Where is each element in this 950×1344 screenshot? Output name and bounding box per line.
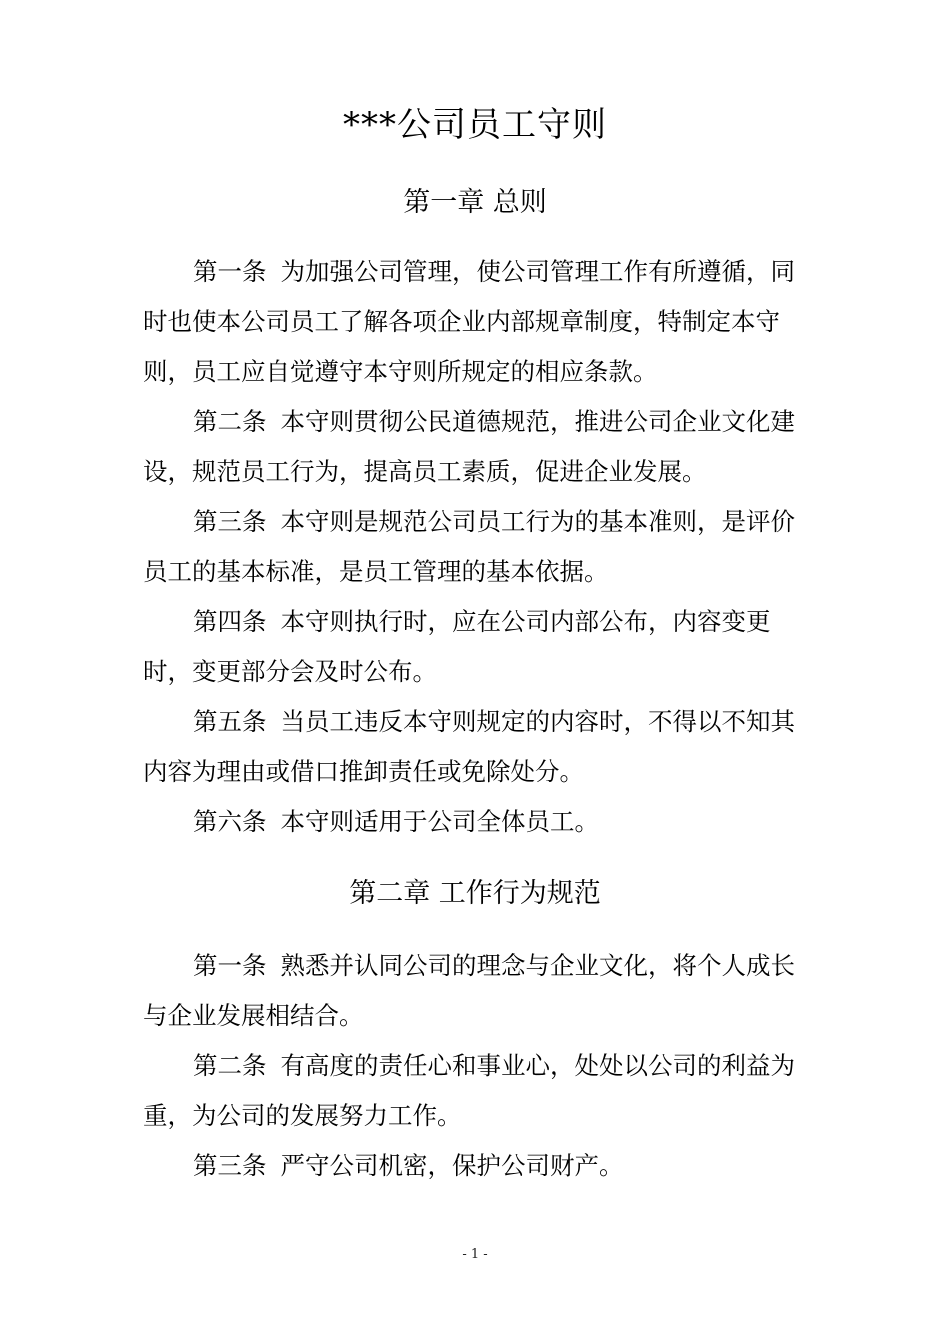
page-number: - 1 - [462,1247,488,1262]
article-number: 第一条 [193,951,267,980]
article-number: 第一条 [193,257,267,286]
article-text: 熟悉并认同公司的理念与企业文化，将个人成长与企业发展相结合。 [143,951,795,1030]
article-number: 第五条 [193,707,267,736]
article-number: 第三条 [193,507,267,536]
document-title: ***公司员工守则 [343,105,607,145]
article-text: 严守公司机密，保护公司财产。 [280,1151,624,1180]
article-1-1 [143,247,815,397]
article-number: 第三条 [193,1151,267,1180]
article-text: 本守则执行时，应在公司内部公布，内容变更时，变更部分会及时公布。 [143,607,771,686]
article-number: 第二条 [193,1051,267,1080]
article-1-3 [143,497,815,597]
article-number: 第六条 [193,807,267,836]
article-2-1 [143,941,815,1041]
article-1-2 [143,397,815,497]
article-text: 本守则适用于公司全体员工。 [280,807,599,836]
article-1-6 [143,797,815,847]
article-1-5 [143,697,815,797]
article-number: 第四条 [193,607,267,636]
article-2-2 [143,1041,815,1141]
article-text: 为加强公司管理，使公司管理工作有所遵循，同时也使本公司员工了解各项企业内部规章制度，特制定本守则，员工应自觉遵守本守则所规定的相应条款。 [143,257,795,386]
chapter-heading-1: 第一章 总则 [403,187,547,218]
article-text: 本守则贯彻公民道德规范，推进公司企业文化建设，规范员工行为，提高员工素质，促进企业发展。 [143,407,795,486]
article-2-3 [143,1141,815,1191]
article-text: 本守则是规范公司员工行为的基本准则，是评价员工的基本标准，是员工管理的基本依据。 [143,507,795,586]
article-text: 有高度的责任心和事业心，处处以公司的利益为重，为公司的发展努力工作。 [143,1051,795,1130]
article-1-4 [143,597,815,697]
article-text: 当员工违反本守则规定的内容时，不得以不知其内容为理由或借口推卸责任或免除处分。 [143,707,795,786]
article-number: 第二条 [193,407,267,436]
chapter-heading-2: 第二章 工作行为规范 [349,878,601,909]
